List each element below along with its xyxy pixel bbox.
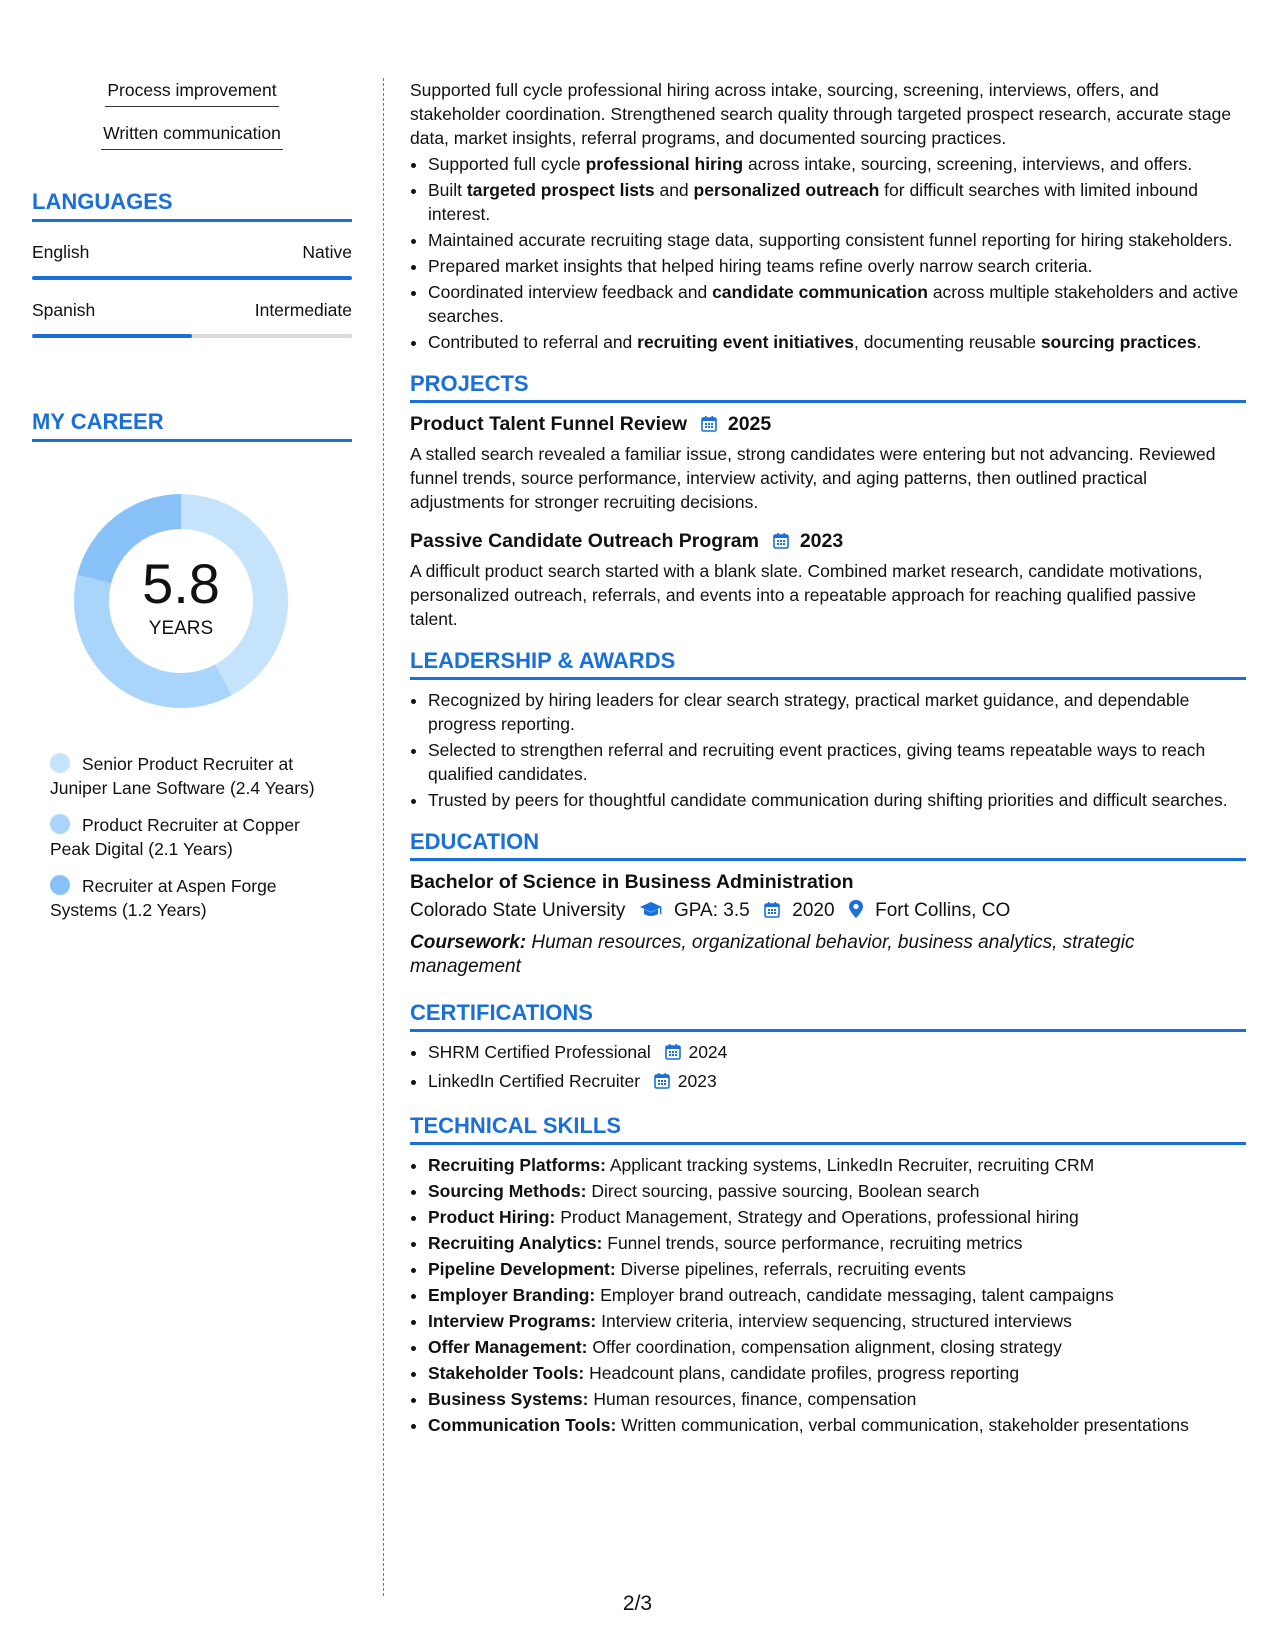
language-item bbox=[32, 240, 352, 280]
career-total-unit: YEARS bbox=[148, 618, 214, 639]
leadership-item: • Trusted by peers for thoughtful candidate communication during shifting priorities and difficult searches. bbox=[428, 788, 1246, 812]
languages-heading: LANGUAGES bbox=[32, 188, 352, 222]
leadership-item: • Recognized by hiring leaders for clear search strategy, practical market guidance, and dependable progress reporting. bbox=[428, 688, 1246, 736]
sidebar bbox=[32, 78, 352, 935]
technical-skill-item: • Employer Branding: Employer brand outreach, candidate messaging, talent campaigns bbox=[428, 1283, 1246, 1307]
calendar-icon bbox=[664, 1043, 682, 1067]
skill-tag bbox=[32, 121, 352, 150]
language-level: Native bbox=[302, 242, 352, 262]
language-name: Spanish bbox=[32, 300, 96, 320]
certification-name: LinkedIn Certified Recruiter bbox=[428, 1071, 641, 1091]
project-description: A stalled search revealed a familiar issue, strong candidates were entering but not advancing. Reviewed funnel trends, source performance, interview activity, and aging patterns, then outlined practical adjustments for stronger recruiting decisions. bbox=[410, 444, 1216, 512]
leadership-heading: LEADERSHIP & AWARDS bbox=[410, 647, 1246, 680]
experience-bullet: • Contributed to referral and recruiting event initiatives, documenting reusable sourcing practices. bbox=[428, 330, 1246, 354]
career-donut-chart bbox=[66, 486, 296, 716]
language-name: English bbox=[32, 242, 90, 262]
page-number: 2/3 bbox=[622, 1592, 653, 1615]
technical-skill-item: • Pipeline Development: Diverse pipelines, referrals, recruiting events bbox=[428, 1257, 1246, 1281]
career-legend-label: Senior Product Recruiter at Juniper Lane Software (2.4 Years) bbox=[50, 754, 315, 798]
calendar-icon bbox=[763, 901, 781, 927]
certification-item bbox=[428, 1069, 1246, 1096]
certification-year: 2023 bbox=[677, 1071, 717, 1091]
technical-skill-item: • Business Systems: Human resources, finance, compensation bbox=[428, 1387, 1246, 1411]
experience-bullets bbox=[410, 152, 1246, 354]
career-legend-label: Product Recruiter at Copper Peak Digital (2.1 Years) bbox=[50, 815, 300, 859]
project-item bbox=[410, 411, 1246, 514]
technical-skill-item: • Interview Programs: Interview criteria, interview sequencing, structured interviews bbox=[428, 1309, 1246, 1333]
education-degree: Bachelor of Science in Business Administration bbox=[410, 871, 854, 893]
skill-tag bbox=[32, 78, 352, 107]
education-coursework bbox=[410, 931, 1246, 979]
project-name: Passive Candidate Outreach Program bbox=[410, 530, 759, 552]
career-legend-item bbox=[50, 752, 340, 800]
language-level: Intermediate bbox=[254, 300, 352, 320]
calendar-icon bbox=[653, 1072, 671, 1096]
language-proficiency-bar bbox=[32, 276, 352, 280]
technical-skill-item: • Sourcing Methods: Direct sourcing, passive sourcing, Boolean search bbox=[428, 1179, 1246, 1203]
certification-year: 2024 bbox=[688, 1042, 728, 1062]
technical-skill-item: • Recruiting Analytics: Funnel trends, source performance, recruiting metrics bbox=[428, 1231, 1246, 1255]
experience-summary: Supported full cycle professional hiring across intake, sourcing, screening, interviews, offers, and stakeholder coordination. Strengthened search quality through targeted prospect research, accurate stage data, market insights, referral programs, and documented sourcing practices. bbox=[410, 80, 1232, 148]
skill-tag-label: Process improvement bbox=[105, 78, 278, 107]
project-item bbox=[410, 528, 1246, 631]
legend-dot-icon bbox=[50, 875, 70, 895]
experience-bullet: • Built targeted prospect lists and personalized outreach for difficult searches with limited inbound interest. bbox=[428, 178, 1246, 226]
project-year: 2023 bbox=[799, 530, 844, 552]
project-year: 2025 bbox=[727, 413, 772, 435]
education-heading: EDUCATION bbox=[410, 828, 1246, 861]
language-proficiency-fill bbox=[32, 334, 192, 338]
career-legend-item bbox=[50, 813, 340, 861]
skill-tag-label: Written communication bbox=[101, 121, 283, 150]
experience-bullet: • Maintained accurate recruiting stage data, supporting consistent funnel reporting for hiring stakeholders. bbox=[428, 228, 1246, 252]
education-meta bbox=[410, 898, 1246, 927]
calendar-icon bbox=[700, 414, 718, 440]
technical-skills-list bbox=[410, 1153, 1246, 1437]
career-heading: MY CAREER bbox=[32, 408, 352, 442]
education-school: Colorado State University bbox=[410, 900, 626, 921]
technical-skill-item: • Product Hiring: Product Management, Strategy and Operations, professional hiring bbox=[428, 1205, 1246, 1229]
education-gpa: GPA: 3.5 bbox=[674, 900, 750, 921]
experience-bullet: • Coordinated interview feedback and candidate communication across multiple stakeholders and active searches. bbox=[428, 280, 1246, 328]
experience-bullet: • Prepared market insights that helped hiring teams refine overly narrow search criteria. bbox=[428, 254, 1246, 278]
technical-skill-item: • Recruiting Platforms: Applicant tracking systems, LinkedIn Recruiter, recruiting CRM bbox=[428, 1153, 1246, 1177]
certifications-heading: CERTIFICATIONS bbox=[410, 999, 1246, 1032]
column-divider bbox=[383, 78, 384, 1596]
certification-name: SHRM Certified Professional bbox=[428, 1042, 651, 1062]
technical-skill-item: • Communication Tools: Written communication, verbal communication, stakeholder presentations bbox=[428, 1413, 1246, 1437]
coursework-text: Human resources, organizational behavior, business analytics, strategic management bbox=[410, 932, 1135, 977]
language-item bbox=[32, 298, 352, 338]
technical-skill-item: • Stakeholder Tools: Headcount plans, candidate profiles, progress reporting bbox=[428, 1361, 1246, 1385]
education-location: Fort Collins, CO bbox=[875, 900, 1011, 921]
coursework-label: Coursework: bbox=[410, 932, 527, 953]
technical-skills-heading: TECHNICAL SKILLS bbox=[410, 1112, 1246, 1145]
certification-item bbox=[428, 1040, 1246, 1067]
projects-heading: PROJECTS bbox=[410, 370, 1246, 403]
education-year: 2020 bbox=[792, 900, 835, 921]
calendar-icon bbox=[772, 531, 790, 557]
project-name: Product Talent Funnel Review bbox=[410, 413, 688, 435]
legend-dot-icon bbox=[50, 814, 70, 834]
experience-bullet: • Supported full cycle professional hiring across intake, sourcing, screening, interviews, and offers. bbox=[428, 152, 1246, 176]
language-proficiency-fill bbox=[32, 276, 352, 280]
location-pin-icon bbox=[848, 899, 864, 927]
leadership-list bbox=[410, 688, 1246, 812]
legend-dot-icon bbox=[50, 753, 70, 773]
career-legend bbox=[50, 752, 340, 922]
main-content bbox=[410, 78, 1246, 1439]
career-legend-label: Recruiter at Aspen Forge Systems (1.2 Years) bbox=[50, 876, 277, 920]
project-description: A difficult product search started with a blank slate. Combined market research, candidate motivations, personalized outreach, referrals, and events into a repeatable approach for reaching qualified passive talent. bbox=[410, 561, 1203, 629]
career-total-years: 5.8 bbox=[142, 552, 220, 615]
career-legend-item bbox=[50, 874, 340, 922]
leadership-item: • Selected to strengthen referral and recruiting event practices, giving teams repeatable ways to reach qualified candidates. bbox=[428, 738, 1246, 786]
language-proficiency-bar bbox=[32, 334, 352, 338]
technical-skill-item: • Offer Management: Offer coordination, compensation alignment, closing strategy bbox=[428, 1335, 1246, 1359]
graduation-cap-icon bbox=[639, 901, 663, 927]
certifications-list bbox=[410, 1040, 1246, 1096]
